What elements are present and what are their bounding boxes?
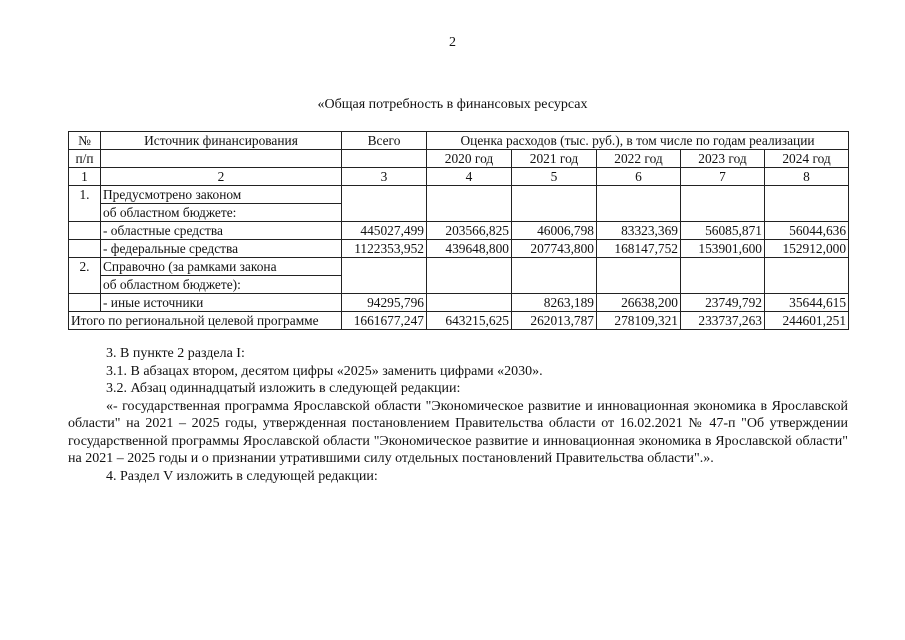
section-title: Предусмотрено законом (101, 186, 342, 204)
empty-cell (342, 186, 427, 222)
row-value: 439648,800 (427, 240, 512, 258)
paragraph: 3.2. Абзац одиннадцатый изложить в следующей редакции: (106, 381, 461, 396)
paragraph: 4. Раздел V изложить в следующей редакции: (106, 468, 378, 484)
row-value: 26638,200 (597, 294, 681, 312)
row-total: 445027,499 (342, 222, 427, 240)
total-row (69, 312, 849, 330)
row-value: 56085,871 (681, 222, 765, 240)
document-body (68, 345, 848, 485)
header-estimate: Оценка расходов (тыс. руб.), в том числе по годам реализации (427, 132, 849, 150)
empty-cell (69, 240, 101, 258)
row-value: 56044,636 (765, 222, 849, 240)
row-value: 23749,792 (681, 294, 765, 312)
header-empty (342, 150, 427, 168)
header-row-2 (69, 150, 849, 168)
row-value: 46006,798 (512, 222, 597, 240)
empty-cell (512, 186, 597, 222)
empty-cell (427, 186, 512, 222)
empty-cell (681, 186, 765, 222)
paragraph: 3. В пункте 2 раздела I: (106, 346, 245, 361)
header-year: 2022 год (597, 150, 681, 168)
row-value: 153901,600 (681, 240, 765, 258)
row-value: 8263,189 (512, 294, 597, 312)
row-value: 643215,625 (427, 312, 512, 330)
row-total: 1661677,247 (342, 312, 427, 330)
empty-cell (597, 258, 681, 294)
empty-cell (69, 294, 101, 312)
row-label: - областные средства (101, 222, 342, 240)
header-row-1 (69, 132, 849, 150)
section-1-row (69, 186, 849, 204)
col-number: 5 (512, 168, 597, 186)
paragraph: «- государственная программа Ярославской области "Экономическое развитие и инновационная экономика в Ярославской области" на 2021 – 2025 годы, утвержденная постановлением Правительства области от 16.02.2021 № 47-п "Об утверждении государственной программы Ярославской области "Экономическое развитие и инновационная экономика в Ярославской области" на 2021 – 2025 годы и о признании утратившими силу отдельных постановлений Правительства области".». (68, 398, 848, 466)
row-value: 152912,000 (765, 240, 849, 258)
header-year: 2024 год (765, 150, 849, 168)
col-number: 8 (765, 168, 849, 186)
empty-cell (765, 258, 849, 294)
row-value: 35644,615 (765, 294, 849, 312)
col-number: 1 (69, 168, 101, 186)
table-row (69, 222, 849, 240)
empty-cell (427, 258, 512, 294)
row-label: - иные источники (101, 294, 342, 312)
column-number-row (69, 168, 849, 186)
header-year: 2021 год (512, 150, 597, 168)
row-value: 203566,825 (427, 222, 512, 240)
header-num-line2: п/п (69, 150, 101, 168)
row-label: - федеральные средства (101, 240, 342, 258)
header-total: Всего (342, 132, 427, 150)
section-title: об областном бюджете: (101, 204, 342, 222)
section-number: 2. (69, 258, 101, 294)
header-empty (101, 150, 342, 168)
row-value: 262013,787 (512, 312, 597, 330)
empty-cell (681, 258, 765, 294)
section-2-row (69, 258, 849, 276)
header-source: Источник финансирования (101, 132, 342, 150)
header-year: 2023 год (681, 150, 765, 168)
col-number: 7 (681, 168, 765, 186)
header-year: 2020 год (427, 150, 512, 168)
empty-cell (512, 258, 597, 294)
financing-table (68, 131, 849, 330)
empty-cell (765, 186, 849, 222)
row-value (427, 294, 512, 312)
paragraph: 3.1. В абзацах втором, десятом цифры «2025» заменить цифрами «2030». (106, 363, 543, 379)
row-value: 83323,369 (597, 222, 681, 240)
table-row (69, 240, 849, 258)
section-title: Справочно (за рамками закона (101, 258, 342, 276)
empty-cell (597, 186, 681, 222)
row-value: 244601,251 (765, 312, 849, 330)
table-title: «Общая потребность в финансовых ресурсах (317, 97, 588, 112)
section-number: 1. (69, 186, 101, 222)
row-value: 207743,800 (512, 240, 597, 258)
row-value: 233737,263 (681, 312, 765, 330)
total-label: Итого по региональной целевой программе (69, 312, 342, 330)
table-row (69, 294, 849, 312)
row-value: 278109,321 (597, 312, 681, 330)
row-value: 168147,752 (597, 240, 681, 258)
col-number: 2 (101, 168, 342, 186)
header-num-line1: № (69, 132, 101, 150)
empty-cell (342, 258, 427, 294)
section-title: об областном бюджете): (101, 276, 342, 294)
col-number: 4 (427, 168, 512, 186)
empty-cell (69, 222, 101, 240)
col-number: 6 (597, 168, 681, 186)
row-total: 94295,796 (342, 294, 427, 312)
row-total: 1122353,952 (342, 240, 427, 258)
page-number: 2 (449, 35, 456, 50)
col-number: 3 (342, 168, 427, 186)
